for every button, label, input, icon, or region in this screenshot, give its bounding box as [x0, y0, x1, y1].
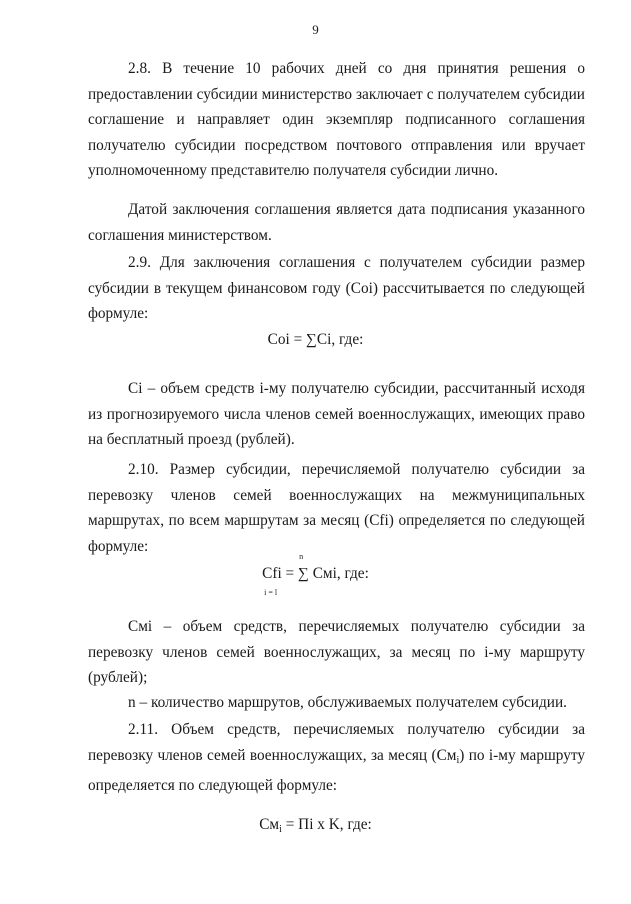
sum-upper-limit: n — [299, 552, 304, 561]
paragraph-n-definition: n – количество маршрутов, обслуживаемых получателем субсидии. — [128, 694, 567, 711]
formula-cfi — [0, 552, 631, 597]
paragraph-ci-definition: Ci – объем средств i-му получателю субсидии, рассчитанный исходя из прогнозируемого числа членов семей военнослужащих, имеющих право на бесплатный проезд (рублей). — [88, 380, 585, 448]
formula-coi: Coi = ∑Ci, где: — [267, 331, 364, 348]
formula-cmi-subscript: i — [279, 824, 282, 835]
formula-cmi-right: = Пi x K, где: — [281, 816, 372, 833]
paragraph-2-11-part-a: 2.11. Объем средств, перечисляемых получателю субсидии за перевозку членов семей военнослужащих, за месяц (См — [88, 721, 585, 764]
paragraph-2-11-subscript: i — [456, 754, 460, 766]
page-number: 9 — [312, 22, 319, 37]
paragraph-cmi-definition: Смi – объем средств, перечисляемых получателю субсидии за перевозку членов семей военнослужащих, за месяц по i-му маршруту (рублей); — [88, 618, 585, 686]
paragraph-2-8: 2.8. В течение 10 рабочих дней со дня принятия решения о предоставлении субсидии министерство заключает с получателем субсидии соглашение и направляет один экземпляр подписанного соглашения получателю субсидии посредством почтового отправления или вручает уполномоченному представителю получателя субсидии лично. — [88, 60, 585, 179]
formula-cfi-main: Cfi = ∑ Смi, где: — [262, 565, 369, 582]
paragraph-2-9: 2.9. Для заключения соглашения с получателем субсидии размер субсидии в текущем финансовом году (Coi) рассчитывается по следующей формуле: — [88, 254, 585, 322]
formula-cmi-left: См — [259, 816, 280, 833]
paragraph-agreement-date: Датой заключения соглашения является дата подписания указанного соглашения министерством. — [88, 201, 585, 244]
sum-lower-limit: i = l — [264, 588, 278, 597]
paragraph-2-11 — [88, 717, 585, 799]
formula-cmi — [0, 815, 631, 840]
paragraph-2-11-part-b: ) по i-му маршруту определяется по следующей формуле: — [88, 746, 585, 794]
paragraph-2-10: 2.10. Размер субсидии, перечисляемой получателю субсидии за перевозку членов семей военнослужащих на межмуниципальных маршрутах, по всем маршрутам за месяц (Cfi) определяется по следующей формуле: — [88, 461, 585, 555]
